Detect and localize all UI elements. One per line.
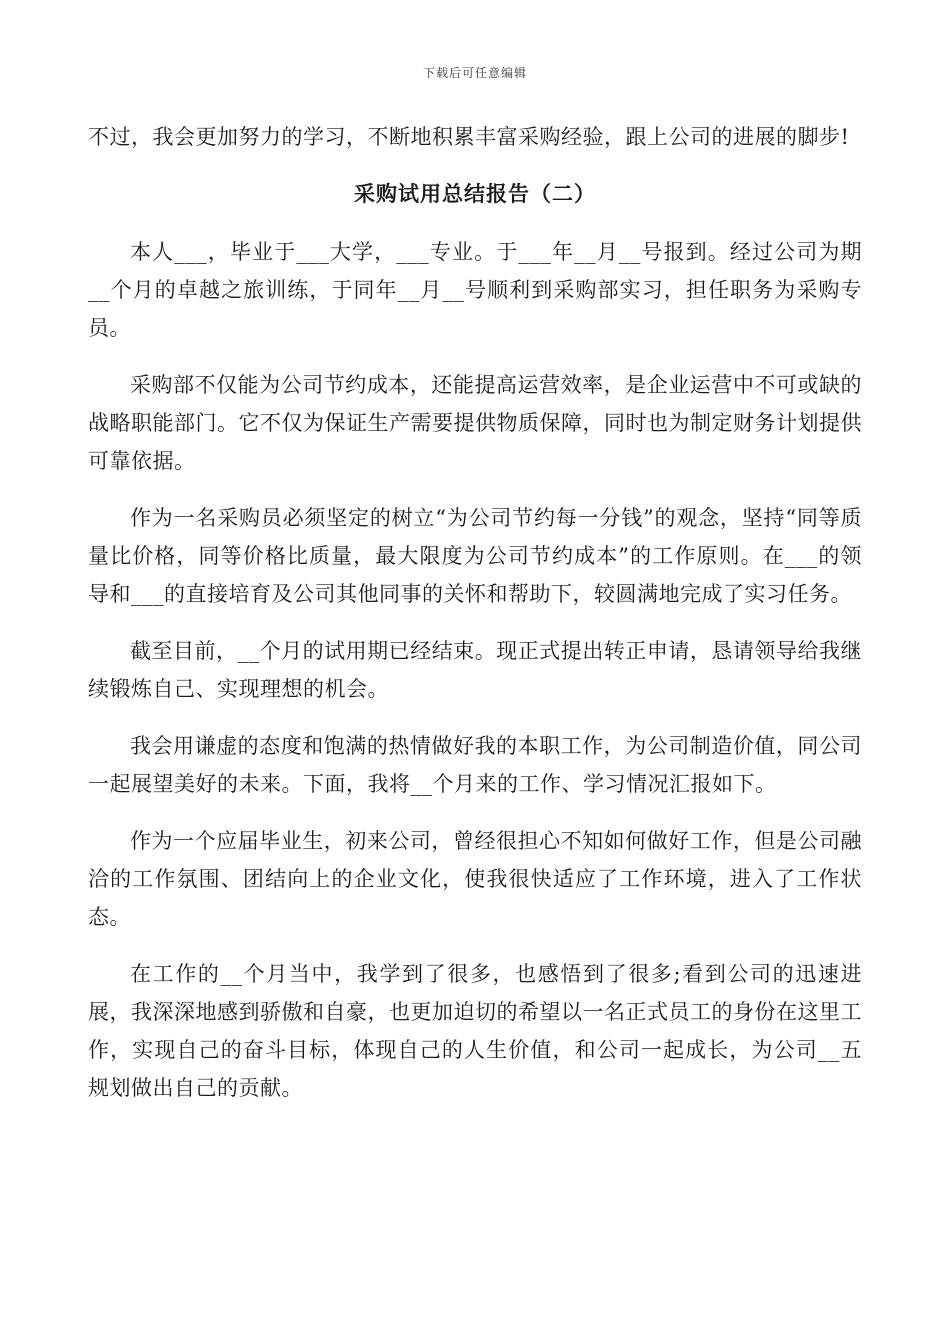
body-paragraph-6: 作为一个应届毕业生，初来公司，曾经很担心不知如何做好工作，但是公司融洽的工作氛围、团结向上的企业文化，使我很快适应了工作环境，进入了工作状态。 — [88, 829, 862, 929]
section-title: 采购试用总结报告（二） — [354, 181, 596, 206]
body-paragraph-7: 在工作的__个月当中，我学到了很多，也感悟到了很多;看到公司的迅速进展，我深深地感到骄傲和自豪，也更加迫切的希望以一名正式员工的身份在这里工作，实现自己的奋斗目标，体现自己的人生价值，和公司一起成长，为公司__五规划做出自己的贡献。 — [88, 962, 862, 1100]
intro-paragraph: 不过，我会更加努力的学习，不断地积累丰富采购经验，跟上公司的进展的脚步! — [88, 125, 850, 149]
body-paragraph-1: 本人___，毕业于___大学，___专业。于___年__月__号报到。经过公司为期__个月的卓越之旅训练，于同年__月__号顺利到采购部实习，担任职务为采购专员。 — [88, 240, 862, 340]
body-paragraph-3: 作为一名采购员必须坚定的树立“为公司节约每一分钱”的观念，坚持“同等质量比价格，同等价格比质量，最大限度为公司节约成本”的工作原则。在___的领导和___的直接培育及公司其他同事的关怀和帮助下，较圆满地完成了实习任务。 — [88, 506, 862, 606]
body-paragraph-2: 采购部不仅能为公司节约成本，还能提高运营效率，是企业运营中不可或缺的战略职能部门。它不仅为保证生产需要提供物质保障，同时也为制定财务计划提供可靠依据。 — [88, 373, 862, 473]
document-body — [88, 118, 862, 1126]
body-paragraph-5: 我会用谦虚的态度和饱满的热情做好我的本职工作，为公司制造价值，同公司一起展望美好的未来。下面，我将__个月来的工作、学习情况汇报如下。 — [88, 734, 862, 796]
page-header-note: 下载后可任意编辑 — [422, 66, 527, 80]
body-paragraph-4: 截至目前，__个月的试用期已经结束。现正式提出转正申请，恳请领导给我继续锻炼自己、实现理想的机会。 — [88, 639, 862, 701]
